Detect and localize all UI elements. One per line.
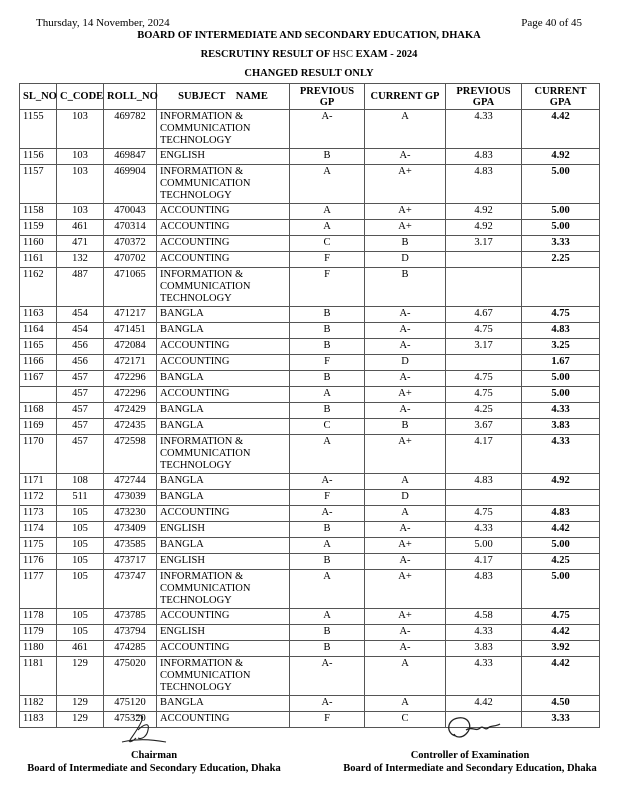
row-current-gp: A: [365, 110, 446, 149]
row-current-gp: A: [365, 506, 446, 522]
col-roll-no: ROLL_NO: [104, 84, 157, 110]
row-roll-no: 472598: [104, 435, 157, 474]
row-subject: ACCOUNTING: [157, 355, 290, 371]
row-previous-gp: A-: [290, 506, 365, 522]
row-current-gp: D: [365, 490, 446, 506]
table-row: [20, 220, 600, 236]
table-row: [20, 307, 600, 323]
row-subject: INFORMATION & COMMUNICATION TECHNOLOGY: [157, 435, 290, 474]
row-previous-gp: F: [290, 712, 365, 728]
row-roll-no: 473717: [104, 554, 157, 570]
row-previous-gpa: 4.83: [446, 570, 522, 609]
row-c-code: 457: [57, 403, 104, 419]
table-row: [20, 538, 600, 554]
table-row: [20, 268, 600, 307]
row-current-gp: B: [365, 419, 446, 435]
row-sl-no: 1177: [20, 570, 57, 609]
row-subject: ENGLISH: [157, 149, 290, 165]
row-current-gp: A-: [365, 149, 446, 165]
row-previous-gpa: 4.33: [446, 625, 522, 641]
row-previous-gp: A-: [290, 696, 365, 712]
table-row: [20, 570, 600, 609]
row-current-gp: D: [365, 252, 446, 268]
row-current-gp: A+: [365, 609, 446, 625]
row-subject: ENGLISH: [157, 554, 290, 570]
row-sl-no: 1180: [20, 641, 57, 657]
row-c-code: 487: [57, 268, 104, 307]
result-table: [19, 83, 600, 728]
row-c-code: 461: [57, 220, 104, 236]
row-subject: ACCOUNTING: [157, 220, 290, 236]
row-sl-no: 1183: [20, 712, 57, 728]
row-current-gp: A-: [365, 371, 446, 387]
row-sl-no: 1159: [20, 220, 57, 236]
row-current-gpa: 4.92: [522, 474, 600, 490]
row-previous-gpa: 4.92: [446, 204, 522, 220]
table-row: [20, 506, 600, 522]
row-current-gp: A-: [365, 522, 446, 538]
row-current-gpa: 3.92: [522, 641, 600, 657]
row-previous-gp: F: [290, 268, 365, 307]
row-sl-no: 1170: [20, 435, 57, 474]
row-sl-no: 1163: [20, 307, 57, 323]
row-current-gp: B: [365, 268, 446, 307]
row-previous-gp: B: [290, 371, 365, 387]
chairman-org: Board of Intermediate and Secondary Education, Dhaka: [27, 763, 281, 774]
col-sl-no: SL_NO: [20, 84, 57, 110]
row-current-gp: A-: [365, 641, 446, 657]
row-current-gpa: 3.83: [522, 419, 600, 435]
row-sl-no: 1182: [20, 696, 57, 712]
row-roll-no: 473230: [104, 506, 157, 522]
row-sl-no: 1175: [20, 538, 57, 554]
row-roll-no: 475120: [104, 696, 157, 712]
row-roll-no: 470314: [104, 220, 157, 236]
row-roll-no: 469904: [104, 165, 157, 204]
result-title: [0, 49, 618, 60]
row-sl-no: 1174: [20, 522, 57, 538]
row-roll-no: 475020: [104, 657, 157, 696]
row-roll-no: 471065: [104, 268, 157, 307]
table-row: [20, 323, 600, 339]
col-c-code: C_CODE: [57, 84, 104, 110]
row-c-code: 105: [57, 506, 104, 522]
table-row: [20, 339, 600, 355]
row-previous-gpa: 5.00: [446, 538, 522, 554]
row-current-gpa: 5.00: [522, 538, 600, 554]
controller-title: Controller of Examination: [410, 750, 530, 761]
row-previous-gpa: 4.92: [446, 220, 522, 236]
row-previous-gp: A-: [290, 657, 365, 696]
row-sl-no: 1181: [20, 657, 57, 696]
row-c-code: 105: [57, 522, 104, 538]
row-current-gp: C: [365, 712, 446, 728]
row-current-gp: A+: [365, 220, 446, 236]
table-row: [20, 110, 600, 149]
row-previous-gp: A: [290, 609, 365, 625]
row-current-gpa: 3.25: [522, 339, 600, 355]
row-current-gpa: 3.33: [522, 712, 600, 728]
row-previous-gpa: 4.83: [446, 474, 522, 490]
row-current-gpa: 4.42: [522, 522, 600, 538]
col-previous-gpa: PREVIOUS GPA: [446, 84, 522, 110]
row-sl-no: 1161: [20, 252, 57, 268]
row-roll-no: 473794: [104, 625, 157, 641]
row-roll-no: 471451: [104, 323, 157, 339]
row-roll-no: 475320: [104, 712, 157, 728]
row-previous-gp: A: [290, 387, 365, 403]
row-subject: BANGLA: [157, 307, 290, 323]
table-row: [20, 403, 600, 419]
row-current-gpa: 5.00: [522, 165, 600, 204]
row-previous-gp: F: [290, 355, 365, 371]
row-previous-gpa: 4.17: [446, 435, 522, 474]
row-roll-no: 474285: [104, 641, 157, 657]
row-subject: ACCOUNTING: [157, 609, 290, 625]
row-roll-no: 472435: [104, 419, 157, 435]
page-number: Page 40 of 45: [521, 17, 582, 29]
row-sl-no: 1176: [20, 554, 57, 570]
row-previous-gpa: 3.83: [446, 641, 522, 657]
row-c-code: 457: [57, 435, 104, 474]
row-previous-gp: A: [290, 220, 365, 236]
row-subject: INFORMATION & COMMUNICATION TECHNOLOGY: [157, 110, 290, 149]
row-subject: INFORMATION & COMMUNICATION TECHNOLOGY: [157, 657, 290, 696]
table-row: [20, 490, 600, 506]
board-title: BOARD OF INTERMEDIATE AND SECONDARY EDUCATION, DHAKA: [137, 30, 481, 41]
row-previous-gp: F: [290, 490, 365, 506]
row-previous-gpa: 3.67: [446, 419, 522, 435]
table-row: [20, 165, 600, 204]
row-previous-gp: A-: [290, 110, 365, 149]
row-current-gp: A+: [365, 204, 446, 220]
row-previous-gpa: 4.25: [446, 403, 522, 419]
row-c-code: 454: [57, 307, 104, 323]
row-roll-no: 471217: [104, 307, 157, 323]
row-previous-gp: F: [290, 252, 365, 268]
row-previous-gpa: 4.17: [446, 554, 522, 570]
row-c-code: 103: [57, 204, 104, 220]
row-c-code: 129: [57, 696, 104, 712]
row-sl-no: [20, 387, 57, 403]
row-previous-gpa: [446, 252, 522, 268]
print-date: Thursday, 14 November, 2024: [36, 17, 170, 29]
table-row: [20, 696, 600, 712]
row-previous-gp: A: [290, 165, 365, 204]
row-previous-gpa: 3.17: [446, 236, 522, 252]
row-current-gp: A+: [365, 387, 446, 403]
row-previous-gpa: [446, 355, 522, 371]
row-current-gpa: 4.33: [522, 403, 600, 419]
row-subject: ACCOUNTING: [157, 387, 290, 403]
row-c-code: 103: [57, 149, 104, 165]
row-current-gp: A-: [365, 554, 446, 570]
row-c-code: 105: [57, 538, 104, 554]
row-current-gpa: 4.83: [522, 506, 600, 522]
row-previous-gp: B: [290, 149, 365, 165]
row-current-gp: A+: [365, 165, 446, 204]
row-roll-no: 472744: [104, 474, 157, 490]
row-roll-no: 470043: [104, 204, 157, 220]
col-current-gp: CURRENT GP: [365, 84, 446, 110]
row-previous-gp: B: [290, 522, 365, 538]
row-sl-no: 1165: [20, 339, 57, 355]
row-sl-no: 1162: [20, 268, 57, 307]
row-previous-gp: A: [290, 435, 365, 474]
row-roll-no: 473039: [104, 490, 157, 506]
table-row: [20, 609, 600, 625]
row-previous-gp: B: [290, 641, 365, 657]
col-previous-gp: PREVIOUS GP: [290, 84, 365, 110]
row-roll-no: 473585: [104, 538, 157, 554]
table-row: [20, 474, 600, 490]
row-current-gpa: 4.42: [522, 625, 600, 641]
row-current-gp: A+: [365, 538, 446, 554]
row-current-gpa: 4.42: [522, 657, 600, 696]
table-row: [20, 522, 600, 538]
row-previous-gp: B: [290, 323, 365, 339]
row-current-gpa: 4.83: [522, 323, 600, 339]
table-row: [20, 435, 600, 474]
row-c-code: 461: [57, 641, 104, 657]
row-previous-gp: C: [290, 236, 365, 252]
row-previous-gpa: 4.75: [446, 387, 522, 403]
row-previous-gpa: 4.33: [446, 657, 522, 696]
row-roll-no: 469847: [104, 149, 157, 165]
row-previous-gpa: 4.33: [446, 522, 522, 538]
table-row: [20, 236, 600, 252]
row-previous-gp: B: [290, 403, 365, 419]
row-subject: ENGLISH: [157, 625, 290, 641]
row-subject: BANGLA: [157, 419, 290, 435]
row-current-gpa: 1.67: [522, 355, 600, 371]
table-row: [20, 204, 600, 220]
row-current-gpa: 3.33: [522, 236, 600, 252]
row-subject: ACCOUNTING: [157, 712, 290, 728]
table-row: [20, 712, 600, 728]
row-previous-gpa: 3.17: [446, 339, 522, 355]
row-previous-gpa: 4.75: [446, 506, 522, 522]
row-previous-gpa: [446, 490, 522, 506]
row-current-gpa: 5.00: [522, 204, 600, 220]
row-previous-gpa: 4.33: [446, 110, 522, 149]
row-roll-no: 470702: [104, 252, 157, 268]
controller-signature: [440, 712, 504, 753]
row-sl-no: 1155: [20, 110, 57, 149]
row-roll-no: 472171: [104, 355, 157, 371]
row-sl-no: 1173: [20, 506, 57, 522]
row-roll-no: 473747: [104, 570, 157, 609]
row-subject: ACCOUNTING: [157, 252, 290, 268]
table-header-row: [20, 84, 600, 110]
row-c-code: 129: [57, 712, 104, 728]
row-subject: BANGLA: [157, 538, 290, 554]
row-previous-gpa: 4.83: [446, 165, 522, 204]
col-current-gpa: CURRENT GPA: [522, 84, 600, 110]
table-row: [20, 641, 600, 657]
row-c-code: 105: [57, 609, 104, 625]
row-subject: BANGLA: [157, 403, 290, 419]
row-previous-gp: A-: [290, 474, 365, 490]
controller-org: Board of Intermediate and Secondary Education, Dhaka: [343, 763, 597, 774]
row-current-gp: A-: [365, 403, 446, 419]
row-current-gpa: 4.33: [522, 435, 600, 474]
table-row: [20, 625, 600, 641]
row-current-gpa: 5.00: [522, 387, 600, 403]
chairman-title: Chairman: [130, 750, 178, 761]
row-c-code: 129: [57, 657, 104, 696]
row-current-gp: A-: [365, 339, 446, 355]
row-roll-no: 473409: [104, 522, 157, 538]
row-previous-gp: C: [290, 419, 365, 435]
row-c-code: 108: [57, 474, 104, 490]
row-sl-no: 1158: [20, 204, 57, 220]
row-previous-gp: B: [290, 339, 365, 355]
row-subject: BANGLA: [157, 474, 290, 490]
row-subject: BANGLA: [157, 696, 290, 712]
row-current-gp: A: [365, 474, 446, 490]
row-c-code: 457: [57, 387, 104, 403]
chairman-block: [4, 749, 304, 775]
row-previous-gp: B: [290, 625, 365, 641]
row-current-gp: D: [365, 355, 446, 371]
row-sl-no: 1168: [20, 403, 57, 419]
row-previous-gp: B: [290, 307, 365, 323]
table-row: [20, 252, 600, 268]
row-sl-no: 1166: [20, 355, 57, 371]
row-current-gpa: 4.75: [522, 609, 600, 625]
row-sl-no: 1167: [20, 371, 57, 387]
row-current-gpa: 4.50: [522, 696, 600, 712]
result-title-pre: RESCRUTINY RESULT OF: [200, 49, 330, 60]
row-subject: ACCOUNTING: [157, 339, 290, 355]
row-c-code: 103: [57, 165, 104, 204]
row-sl-no: 1160: [20, 236, 57, 252]
row-current-gp: A+: [365, 435, 446, 474]
row-roll-no: 472296: [104, 387, 157, 403]
row-c-code: 456: [57, 355, 104, 371]
row-previous-gpa: 4.75: [446, 371, 522, 387]
row-previous-gp: B: [290, 554, 365, 570]
row-subject: ACCOUNTING: [157, 641, 290, 657]
result-title-post: EXAM - 2024: [355, 49, 418, 60]
changed-result-label: CHANGED RESULT ONLY: [244, 68, 374, 79]
row-roll-no: 472429: [104, 403, 157, 419]
row-roll-no: 470372: [104, 236, 157, 252]
result-title-exam: HSC: [332, 49, 353, 60]
row-current-gp: A: [365, 696, 446, 712]
row-current-gpa: [522, 490, 600, 506]
row-c-code: 456: [57, 339, 104, 355]
row-current-gpa: [522, 268, 600, 307]
row-current-gp: A: [365, 657, 446, 696]
row-subject: BANGLA: [157, 371, 290, 387]
col-subject-name: SUBJECT NAME: [157, 84, 290, 110]
row-current-gp: B: [365, 236, 446, 252]
table-row: [20, 419, 600, 435]
row-previous-gpa: 4.42: [446, 696, 522, 712]
row-roll-no: 469782: [104, 110, 157, 149]
row-current-gpa: 4.75: [522, 307, 600, 323]
row-current-gp: A+: [365, 570, 446, 609]
row-previous-gpa: [446, 268, 522, 307]
row-subject: INFORMATION & COMMUNICATION TECHNOLOGY: [157, 570, 290, 609]
row-roll-no: 472296: [104, 371, 157, 387]
row-sl-no: 1164: [20, 323, 57, 339]
row-subject: INFORMATION & COMMUNICATION TECHNOLOGY: [157, 268, 290, 307]
row-current-gp: A-: [365, 307, 446, 323]
table-row: [20, 149, 600, 165]
row-sl-no: 1179: [20, 625, 57, 641]
row-subject: INFORMATION & COMMUNICATION TECHNOLOGY: [157, 165, 290, 204]
row-current-gpa: 2.25: [522, 252, 600, 268]
row-current-gpa: 4.92: [522, 149, 600, 165]
row-previous-gp: A: [290, 570, 365, 609]
controller-block: [320, 749, 618, 775]
row-subject: ACCOUNTING: [157, 204, 290, 220]
table-body: [20, 110, 600, 728]
row-subject: ACCOUNTING: [157, 506, 290, 522]
row-roll-no: 472084: [104, 339, 157, 355]
row-c-code: 103: [57, 110, 104, 149]
row-sl-no: 1172: [20, 490, 57, 506]
table-row: [20, 554, 600, 570]
table-row: [20, 657, 600, 696]
row-previous-gpa: 4.83: [446, 149, 522, 165]
row-c-code: 105: [57, 554, 104, 570]
row-subject: BANGLA: [157, 323, 290, 339]
row-previous-gp: A: [290, 538, 365, 554]
row-current-gp: A-: [365, 625, 446, 641]
row-subject: ACCOUNTING: [157, 236, 290, 252]
table-row: [20, 387, 600, 403]
row-sl-no: 1171: [20, 474, 57, 490]
row-current-gpa: 5.00: [522, 220, 600, 236]
row-current-gpa: 5.00: [522, 371, 600, 387]
row-current-gpa: 5.00: [522, 570, 600, 609]
row-sl-no: 1156: [20, 149, 57, 165]
row-c-code: 105: [57, 625, 104, 641]
row-subject: ENGLISH: [157, 522, 290, 538]
row-sl-no: 1178: [20, 609, 57, 625]
table-row: [20, 355, 600, 371]
row-c-code: 457: [57, 371, 104, 387]
row-previous-gpa: 4.75: [446, 323, 522, 339]
row-c-code: 454: [57, 323, 104, 339]
row-current-gpa: 4.25: [522, 554, 600, 570]
row-c-code: 457: [57, 419, 104, 435]
row-previous-gpa: 4.58: [446, 609, 522, 625]
row-sl-no: 1157: [20, 165, 57, 204]
row-previous-gpa: 4.67: [446, 307, 522, 323]
row-sl-no: 1169: [20, 419, 57, 435]
row-roll-no: 473785: [104, 609, 157, 625]
row-c-code: 132: [57, 252, 104, 268]
row-current-gpa: 4.42: [522, 110, 600, 149]
table-row: [20, 371, 600, 387]
row-subject: BANGLA: [157, 490, 290, 506]
chairman-signature: [114, 712, 174, 751]
row-current-gp: A-: [365, 323, 446, 339]
row-c-code: 511: [57, 490, 104, 506]
row-c-code: 105: [57, 570, 104, 609]
row-previous-gp: A: [290, 204, 365, 220]
row-c-code: 471: [57, 236, 104, 252]
